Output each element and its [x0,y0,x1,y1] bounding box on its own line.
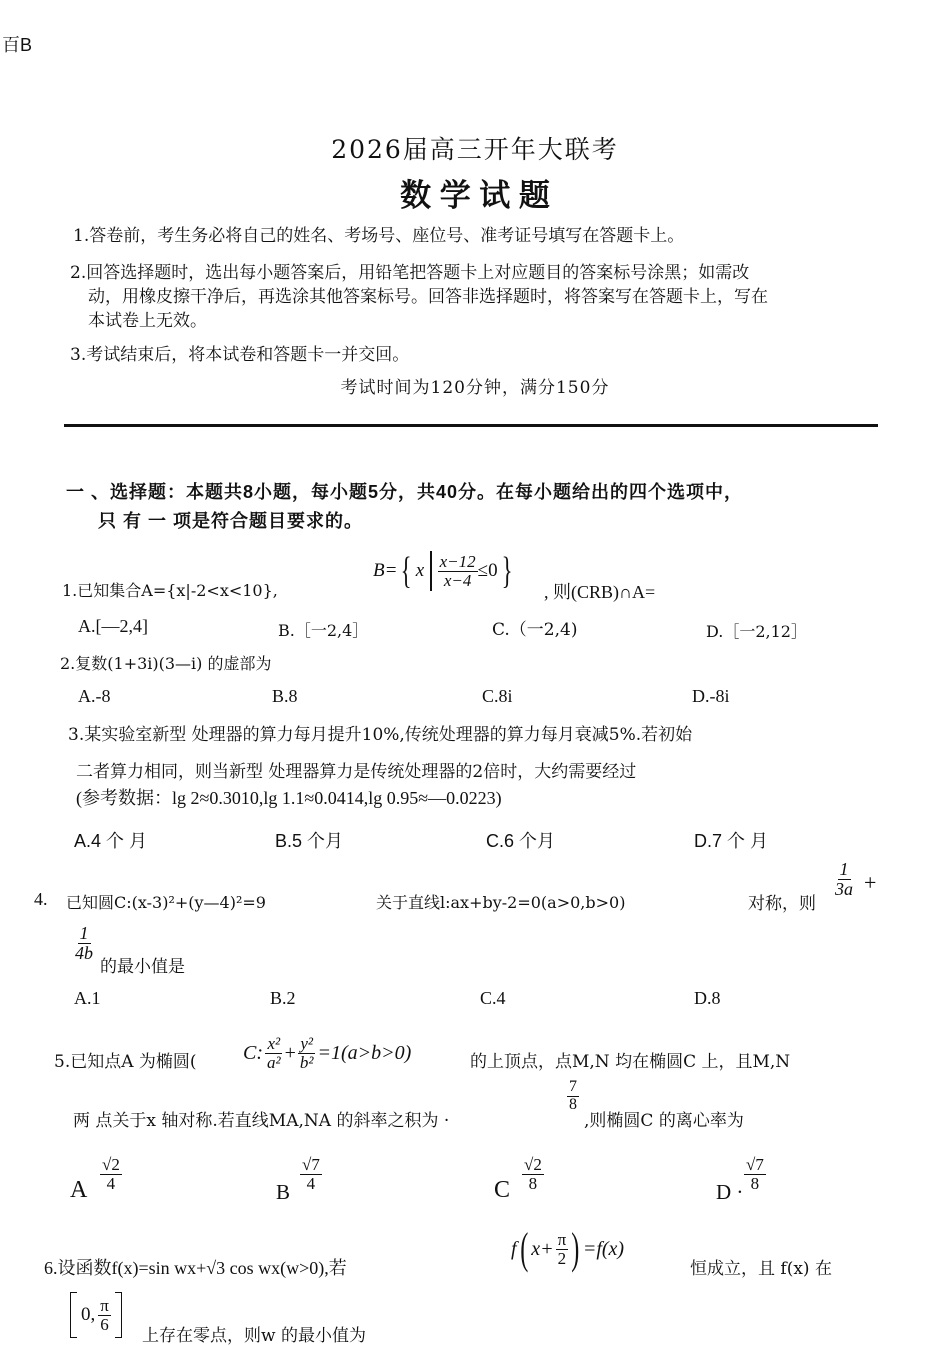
q1-set-b-var: x [415,560,425,581]
q5-ellipse-plus: + [284,1041,296,1064]
q1-frac-den: x−4 [443,570,472,590]
q5-option-b-den: 4 [306,1173,316,1193]
q5-option-d-label[interactable]: D · [716,1180,744,1204]
q6-stem-a: 6.设函数f(x)=sin wx+√3 cos wx(w>0),若 [44,1258,347,1278]
q6-two: 2 [557,1248,567,1268]
q5-ellipse-a2: a² [267,1052,281,1072]
q4-frac1-num: 1 [839,859,849,879]
q3-line-2: 二者算力相同，则当新型 处理器算力是传统处理器的2倍时，大约需要经过 [76,762,637,782]
q6-right-paren: ) [571,1224,580,1273]
instruction-2c: 本试卷上无效。 [88,311,207,331]
header-divider [64,424,878,427]
q5-option-a-num: √2 [102,1155,120,1174]
q5-stem-b: 的上顶点，点M,N 均在椭圆C 上，且M,N [470,1052,791,1072]
q6-function-equation [511,1222,624,1276]
q2-option-b[interactable]: B.8 [272,686,298,706]
exam-time: 考试时间为120分钟，满分150分 [340,378,610,398]
q2-option-a[interactable]: A.-8 [78,686,111,706]
section-1-heading: 一 、选择题：本题共8小题，每小题5分，共40分。在每小题给出的四个选项中， [66,482,744,502]
q6-arg: x+ [531,1237,554,1260]
section-1-heading-2: 只 有 一 项是符合题目要求的。 [98,511,364,531]
q5-option-c-label[interactable]: C [494,1177,511,1203]
q5-slope-fraction [567,1079,579,1114]
q5-ellipse-x2: x² [267,1033,281,1053]
q6-left-paren: ( [519,1224,528,1273]
q5-ellipse-b2: b² [299,1052,314,1072]
instruction-1: 1.答卷前，考生务必将自己的姓名、考场号、座位号、准考证号填写在答题卡上。 [73,226,685,246]
q5-ellipse-y2: y² [300,1033,314,1053]
instruction-2b: 动，用橡皮擦干净后，再选涂其他答案标号。回答非选择题时，将答案写在答题卡上，写在 [88,287,768,307]
q3-option-c[interactable]: C.6 个月 [486,831,556,851]
q3-line-3: (参考数据：lg 2≈0.3010,lg 1.1≈0.0414,lg 0.95≈—0.0223) [76,788,502,808]
q2-option-c[interactable]: C.8i [482,686,513,706]
q6-interval-six: 6 [100,1314,109,1334]
q5-option-c-den: 8 [528,1173,538,1193]
q1-left-brace: { [401,550,413,592]
q1-set-b-rel: ≤0 [477,560,498,581]
q5-option-d-den: 8 [750,1173,760,1193]
exam-title: 2026届高三开年大联考 [331,135,619,164]
q5-option-d-value[interactable] [744,1156,766,1193]
q5-option-a-den: 4 [106,1173,116,1193]
q6-right-bracket [115,1292,122,1338]
q3-option-a[interactable]: A.4 个 月 [74,831,148,851]
corner-label: 百B [2,35,33,55]
q2-stem: 2.复数(1+3i)(3—i) 的虚部为 [60,654,272,673]
q6-tail: 上存在零点，则w 的最小值为 [142,1326,366,1346]
q5-option-a-value[interactable] [100,1156,122,1193]
q4-frac1 [833,860,855,899]
q4-plus: + [864,870,877,895]
q4-stem-a: 已知圆C:(x-3)²+(y—4)²=9 [66,893,266,912]
instruction-3: 3.考试结束后，将本试卷和答题卡一并交回。 [70,345,410,365]
q1-option-a[interactable]: A.[—2,4] [78,616,148,636]
q4-option-b[interactable]: B.2 [270,988,296,1008]
q1-set-b [373,546,516,596]
q4-tail: 的最小值是 [100,957,185,977]
q1-option-c[interactable]: C.（一2,4) [492,620,578,640]
q5-slope-num: 7 [569,1078,577,1095]
q5-slope-den: 8 [569,1095,577,1113]
q1-option-b[interactable]: B.［一2,4］ [278,621,369,640]
q5-option-c-value[interactable] [522,1156,544,1193]
q4-number: 4. [34,889,48,909]
q5-ellipse-c: C: [243,1041,263,1064]
q3-option-b[interactable]: B.5 个月 [275,831,344,851]
q5-stem-a: 5.已知点A 为椭圆( [54,1052,197,1072]
q4-option-c[interactable]: C.4 [480,988,506,1008]
q4-option-d[interactable]: D.8 [694,988,721,1008]
q4-frac2-den: 4b [75,942,93,963]
q3-line-1: 3.某实验室新型 处理器的算力每月提升10%,传统处理器的算力每月衰减5%.若初始 [68,725,693,745]
q6-interval-zero: 0, [81,1304,96,1325]
q1-tail: , 则(CRB)∩A= [544,582,656,602]
q5-line-2b: ,则椭圆C 的离心率为 [584,1111,744,1131]
q1-right-brace: } [501,550,513,592]
q6-left-bracket [70,1292,77,1338]
q5-option-d-num: √7 [746,1155,764,1174]
q4-option-a[interactable]: A.1 [74,988,101,1008]
q5-option-a-label[interactable]: A [70,1177,88,1203]
q5-option-c-num: √2 [524,1155,542,1174]
q5-ellipse-rhs: =1(a>b>0) [317,1041,412,1064]
q6-interval [70,1290,122,1340]
instruction-2a: 2.回答选择题时，选出每小题答案后，用铅笔把答题卡上对应题目的答案标号涂黑；如需改 [70,263,750,283]
q2-option-d[interactable]: D.-8i [692,686,730,706]
subject-title: 数 学 试 题 [400,178,550,213]
q6-interval-pi: π [100,1295,109,1315]
q4-frac2 [73,924,95,963]
q1-set-divider [430,551,432,591]
q5-line-2a: 两 点关于x 轴对称.若直线MA,NA 的斜率之积为 · [73,1111,450,1131]
q4-stem-b: 关于直线l:ax+by-2=0(a>0,b>0) [376,893,626,912]
q4-frac1-den: 3a [835,878,853,899]
q5-option-b-value[interactable] [300,1156,322,1193]
q1-option-d[interactable]: D.［一2,12］ [706,622,807,641]
q3-option-d[interactable]: D.7 个 月 [694,831,769,851]
q5-option-b-num: √7 [302,1155,320,1174]
q5-ellipse-equation [243,1028,411,1078]
q1-fraction [438,553,478,590]
q4-stem-c: 对称，则 [748,894,816,914]
q6-stem-b: 恒成立，且 f(x) 在 [690,1259,832,1279]
q4-frac2-num: 1 [79,923,89,943]
q1-frac-num: x−12 [439,551,476,571]
q6-f: f [511,1237,517,1260]
q1-set-b-prefix: B= [373,560,398,581]
q6-rhs: =f(x) [582,1237,625,1260]
q1-stem: 1.已知集合A={x|-2<x<10}, [62,581,278,600]
q5-option-b-label[interactable]: B [276,1180,291,1204]
q6-pi: π [557,1229,567,1249]
